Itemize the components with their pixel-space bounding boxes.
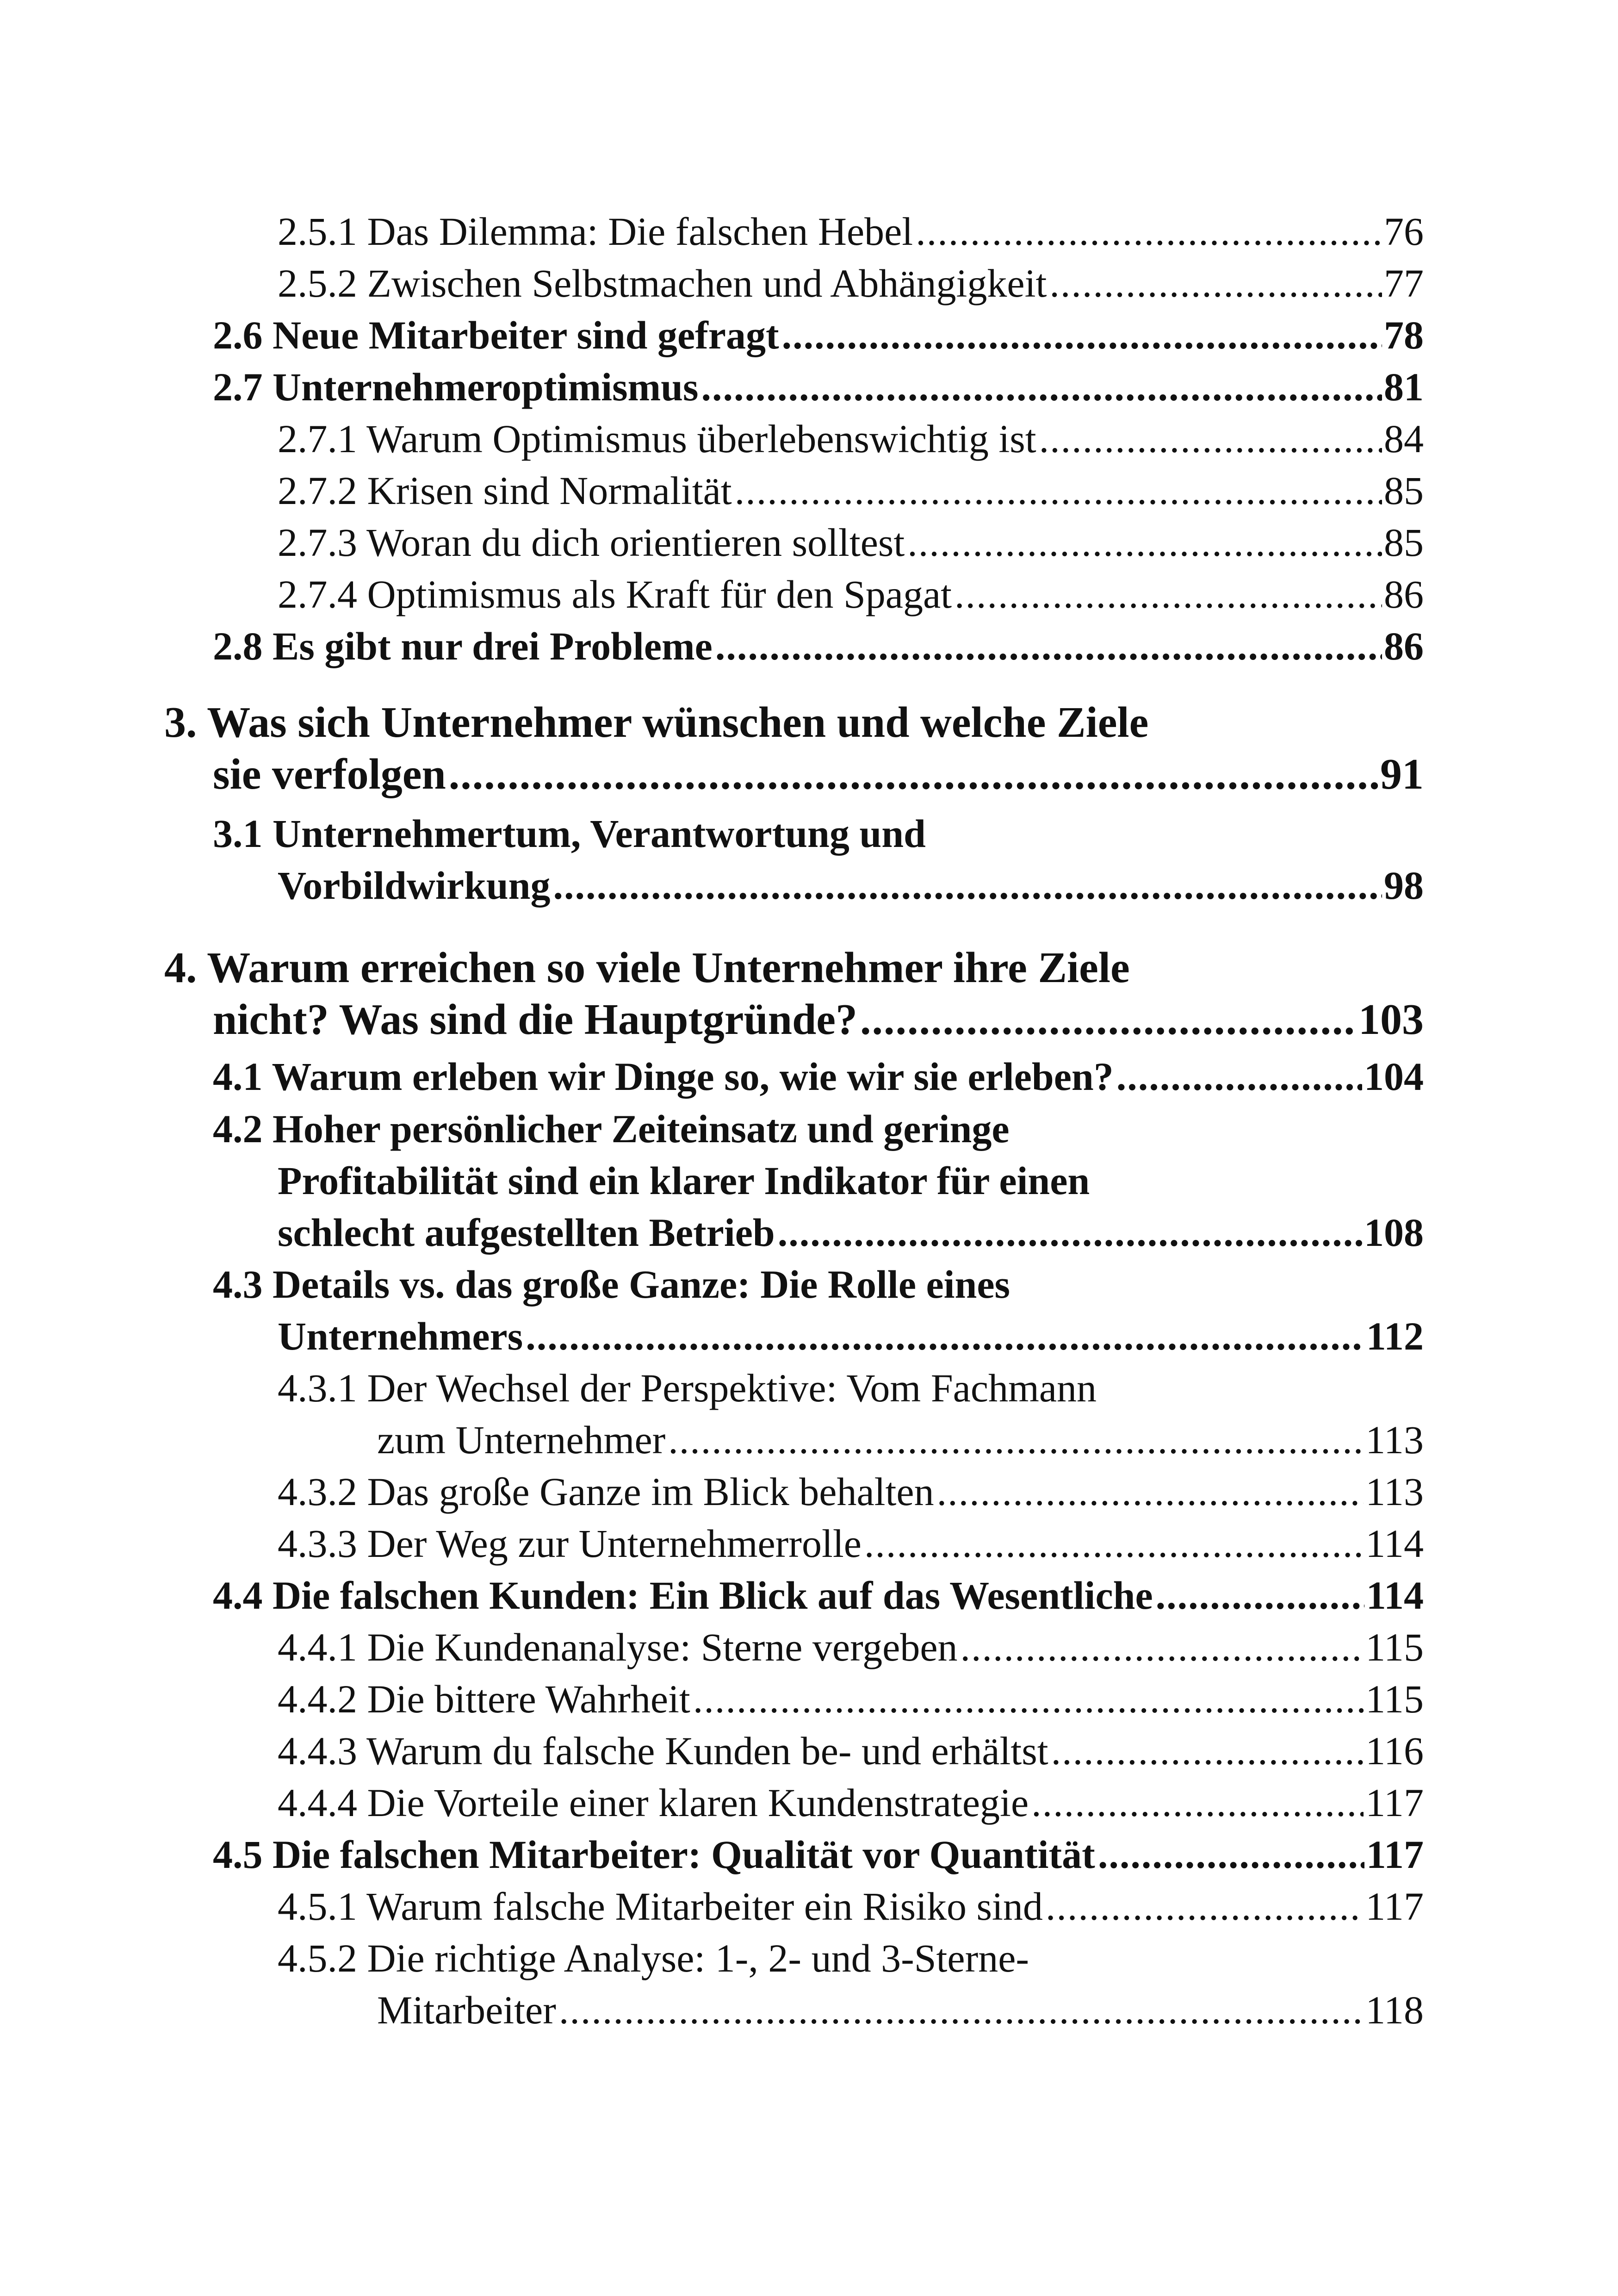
- toc-entry-4-4-3[interactable]: [278, 1725, 1424, 1777]
- toc-page-number: 81: [1384, 365, 1424, 409]
- dot-leader: [735, 465, 1382, 516]
- dot-leader: [961, 1621, 1364, 1673]
- toc-entry-title: Mitarbeiter: [377, 1988, 556, 2032]
- toc-page-number: 108: [1364, 1210, 1424, 1255]
- toc-chapter-3-line1[interactable]: 3. Was sich Unternehmer wünschen und welche Ziele: [164, 698, 1149, 747]
- toc-entry-3-1-line1[interactable]: 3.1 Unternehmertum, Verantwortung und: [213, 811, 926, 856]
- toc-entry-title: 4.4.1 Die Kundenanalyse: Sterne vergeben: [278, 1625, 958, 1669]
- dot-leader: [907, 516, 1382, 568]
- toc-entry-title: sie verfolgen: [213, 750, 446, 798]
- toc-page-number: 85: [1384, 468, 1424, 513]
- toc-entry-4-2[interactable]: [278, 1207, 1424, 1258]
- dot-leader: [693, 1673, 1364, 1725]
- toc-chapter-4[interactable]: [213, 994, 1424, 1045]
- toc-page-number: 113: [1365, 1469, 1424, 1514]
- toc-entry-title: nicht? Was sind die Hauptgründe?: [213, 996, 858, 1044]
- toc-entry-title: Vorbildwirkung: [278, 863, 551, 908]
- toc-entry-2-7-2[interactable]: [278, 465, 1424, 516]
- toc-entry-title: 2.8 Es gibt nur drei Probleme: [213, 624, 713, 668]
- toc-entry-title: 4.4.3 Warum du falsche Kunden be- und erhältst: [278, 1729, 1048, 1773]
- toc-entry-title: 4.3.3 Der Weg zur Unternehmerrolle: [278, 1521, 862, 1566]
- toc-entry-title: 2.5.2 Zwischen Selbstmachen und Abhängigkeit: [278, 261, 1047, 305]
- dot-leader: [701, 361, 1382, 413]
- toc-page-number: 114: [1365, 1521, 1424, 1566]
- toc-entry-title: 4.1 Warum erleben wir Dinge so, wie wir sie erleben?: [213, 1054, 1114, 1099]
- toc-entry-title: 4.5.1 Warum falsche Mitarbeiter ein Risiko sind: [278, 1884, 1043, 1929]
- toc-page-number: 91: [1380, 750, 1424, 798]
- toc-page-number: 76: [1384, 209, 1424, 254]
- toc-page-number: 117: [1366, 1832, 1424, 1877]
- toc-page-number: 86: [1384, 572, 1424, 616]
- toc-entry-4-2-line1[interactable]: 4.2 Hoher persönlicher Zeiteinsatz und geringe: [213, 1107, 1010, 1151]
- toc-page-number: 104: [1364, 1054, 1424, 1099]
- dot-leader: [559, 1984, 1364, 2036]
- dot-leader: [1031, 1777, 1364, 1829]
- toc-entry-4-4-4[interactable]: [278, 1777, 1424, 1829]
- toc-entry-title: 2.7.1 Warum Optimismus überlebenswichtig ist: [278, 417, 1036, 461]
- toc-entry-4-5[interactable]: [213, 1829, 1424, 1880]
- dot-leader: [553, 859, 1382, 911]
- toc-entry-4-3-2[interactable]: [278, 1466, 1424, 1518]
- toc-entry-title: 4.4.2 Die bittere Wahrheit: [278, 1677, 690, 1721]
- toc-entry-title: 4.4.4 Die Vorteile einer klaren Kundenstrategie: [278, 1780, 1029, 1825]
- dot-leader: [668, 1414, 1364, 1466]
- toc-entry-2-5-2[interactable]: [278, 257, 1424, 309]
- toc-entry-4-5-2[interactable]: [377, 1984, 1424, 2036]
- dot-leader: [782, 309, 1382, 361]
- dot-leader: [1051, 1725, 1364, 1777]
- toc-page-number: 84: [1384, 417, 1424, 461]
- toc-entry-2-7-3[interactable]: [278, 516, 1424, 568]
- toc-entry-4-4-2[interactable]: [278, 1673, 1424, 1725]
- toc-entry-4-3-3[interactable]: [278, 1518, 1424, 1569]
- toc-entry-title: zum Unternehmer: [377, 1418, 666, 1462]
- toc-page-number: 117: [1365, 1780, 1424, 1825]
- toc-page-number: 115: [1365, 1677, 1424, 1721]
- toc-entry-4-3[interactable]: [278, 1310, 1424, 1362]
- dot-leader: [1039, 413, 1382, 465]
- dot-leader: [1098, 1829, 1364, 1880]
- toc-page-number: 85: [1384, 520, 1424, 565]
- toc-entry-title: 2.6 Neue Mitarbeiter sind gefragt: [213, 313, 779, 357]
- toc-page-number: 118: [1365, 1988, 1424, 2032]
- toc-entry-2-8[interactable]: [213, 620, 1424, 672]
- toc-entry-title: 4.4 Die falschen Kunden: Ein Blick auf das Wesentliche: [213, 1573, 1153, 1618]
- toc-entry-title: 2.7.2 Krisen sind Normalität: [278, 468, 732, 513]
- toc-entry-title: schlecht aufgestellten Betrieb: [278, 1210, 775, 1255]
- toc-entry-title: 4.5 Die falschen Mitarbeiter: Qualität vor Quantität: [213, 1832, 1095, 1877]
- toc-page-number: 103: [1358, 996, 1424, 1044]
- toc-entry-2-7-1[interactable]: [278, 413, 1424, 465]
- dot-leader: [715, 620, 1382, 672]
- dot-leader: [778, 1207, 1362, 1258]
- toc-entry-3-1[interactable]: [278, 859, 1424, 911]
- toc-entry-title: 2.7 Unternehmeroptimismus: [213, 365, 699, 409]
- toc-entry-4-5-1[interactable]: [278, 1880, 1424, 1932]
- toc-page-number: 77: [1384, 261, 1424, 305]
- toc-entry-4-5-2-line1[interactable]: 4.5.2 Die richtige Analyse: 1-, 2- und 3-Sterne-: [278, 1936, 1029, 1980]
- toc-entry-title: 2.7.4 Optimismus als Kraft für den Spagat: [278, 572, 952, 616]
- dot-leader: [1116, 1051, 1362, 1102]
- dot-leader: [864, 1518, 1364, 1569]
- toc-chapter-4-line1[interactable]: 4. Warum erreichen so viele Unternehmer ihre Ziele: [164, 944, 1130, 992]
- toc-entry-title: 2.7.3 Woran du dich orientieren solltest: [278, 520, 905, 565]
- dot-leader: [526, 1310, 1364, 1362]
- toc-entry-2-7-4[interactable]: [278, 568, 1424, 620]
- toc-entry-4-3-line1[interactable]: 4.3 Details vs. das große Ganze: Die Rolle eines: [213, 1262, 1010, 1307]
- dot-leader: [955, 568, 1382, 620]
- toc-entry-title: Unternehmers: [278, 1314, 523, 1358]
- toc-chapter-3[interactable]: [213, 748, 1424, 800]
- dot-leader: [1046, 1880, 1364, 1932]
- toc-page-number: 113: [1365, 1418, 1424, 1462]
- toc-page-number: 98: [1384, 863, 1424, 908]
- toc-entry-4-4-1[interactable]: [278, 1621, 1424, 1673]
- toc-page-number: 114: [1366, 1573, 1424, 1618]
- toc-page-number: 116: [1365, 1729, 1424, 1773]
- toc-entry-title: 4.3.2 Das große Ganze im Blick behalten: [278, 1469, 934, 1514]
- toc-entry-4-3-1-line1[interactable]: 4.3.1 Der Wechsel der Perspektive: Vom Fachmann: [278, 1366, 1097, 1410]
- toc-entry-4-1[interactable]: [213, 1051, 1424, 1102]
- toc-page-number: 86: [1384, 624, 1424, 668]
- dot-leader: [916, 205, 1382, 257]
- dot-leader: [449, 748, 1378, 800]
- toc-entry-title: 2.5.1 Das Dilemma: Die falschen Hebel: [278, 209, 913, 254]
- dot-leader: [860, 994, 1357, 1045]
- toc-entry-4-2-line2[interactable]: Profitabilität sind ein klarer Indikator für einen: [278, 1158, 1090, 1203]
- toc-entry-4-3-1[interactable]: [377, 1414, 1424, 1466]
- toc-entry-4-4[interactable]: [213, 1569, 1424, 1621]
- dot-leader: [1049, 257, 1382, 309]
- toc-page-number: 117: [1365, 1884, 1424, 1929]
- toc-entry-2-5-1[interactable]: [278, 205, 1424, 257]
- toc-entry-2-6[interactable]: [213, 309, 1424, 361]
- dot-leader: [1156, 1569, 1364, 1621]
- toc-page-number: 78: [1384, 313, 1424, 357]
- toc-entry-2-7[interactable]: [213, 361, 1424, 413]
- toc-page-number: 112: [1366, 1314, 1424, 1358]
- toc-page-number: 115: [1365, 1625, 1424, 1669]
- dot-leader: [937, 1466, 1364, 1518]
